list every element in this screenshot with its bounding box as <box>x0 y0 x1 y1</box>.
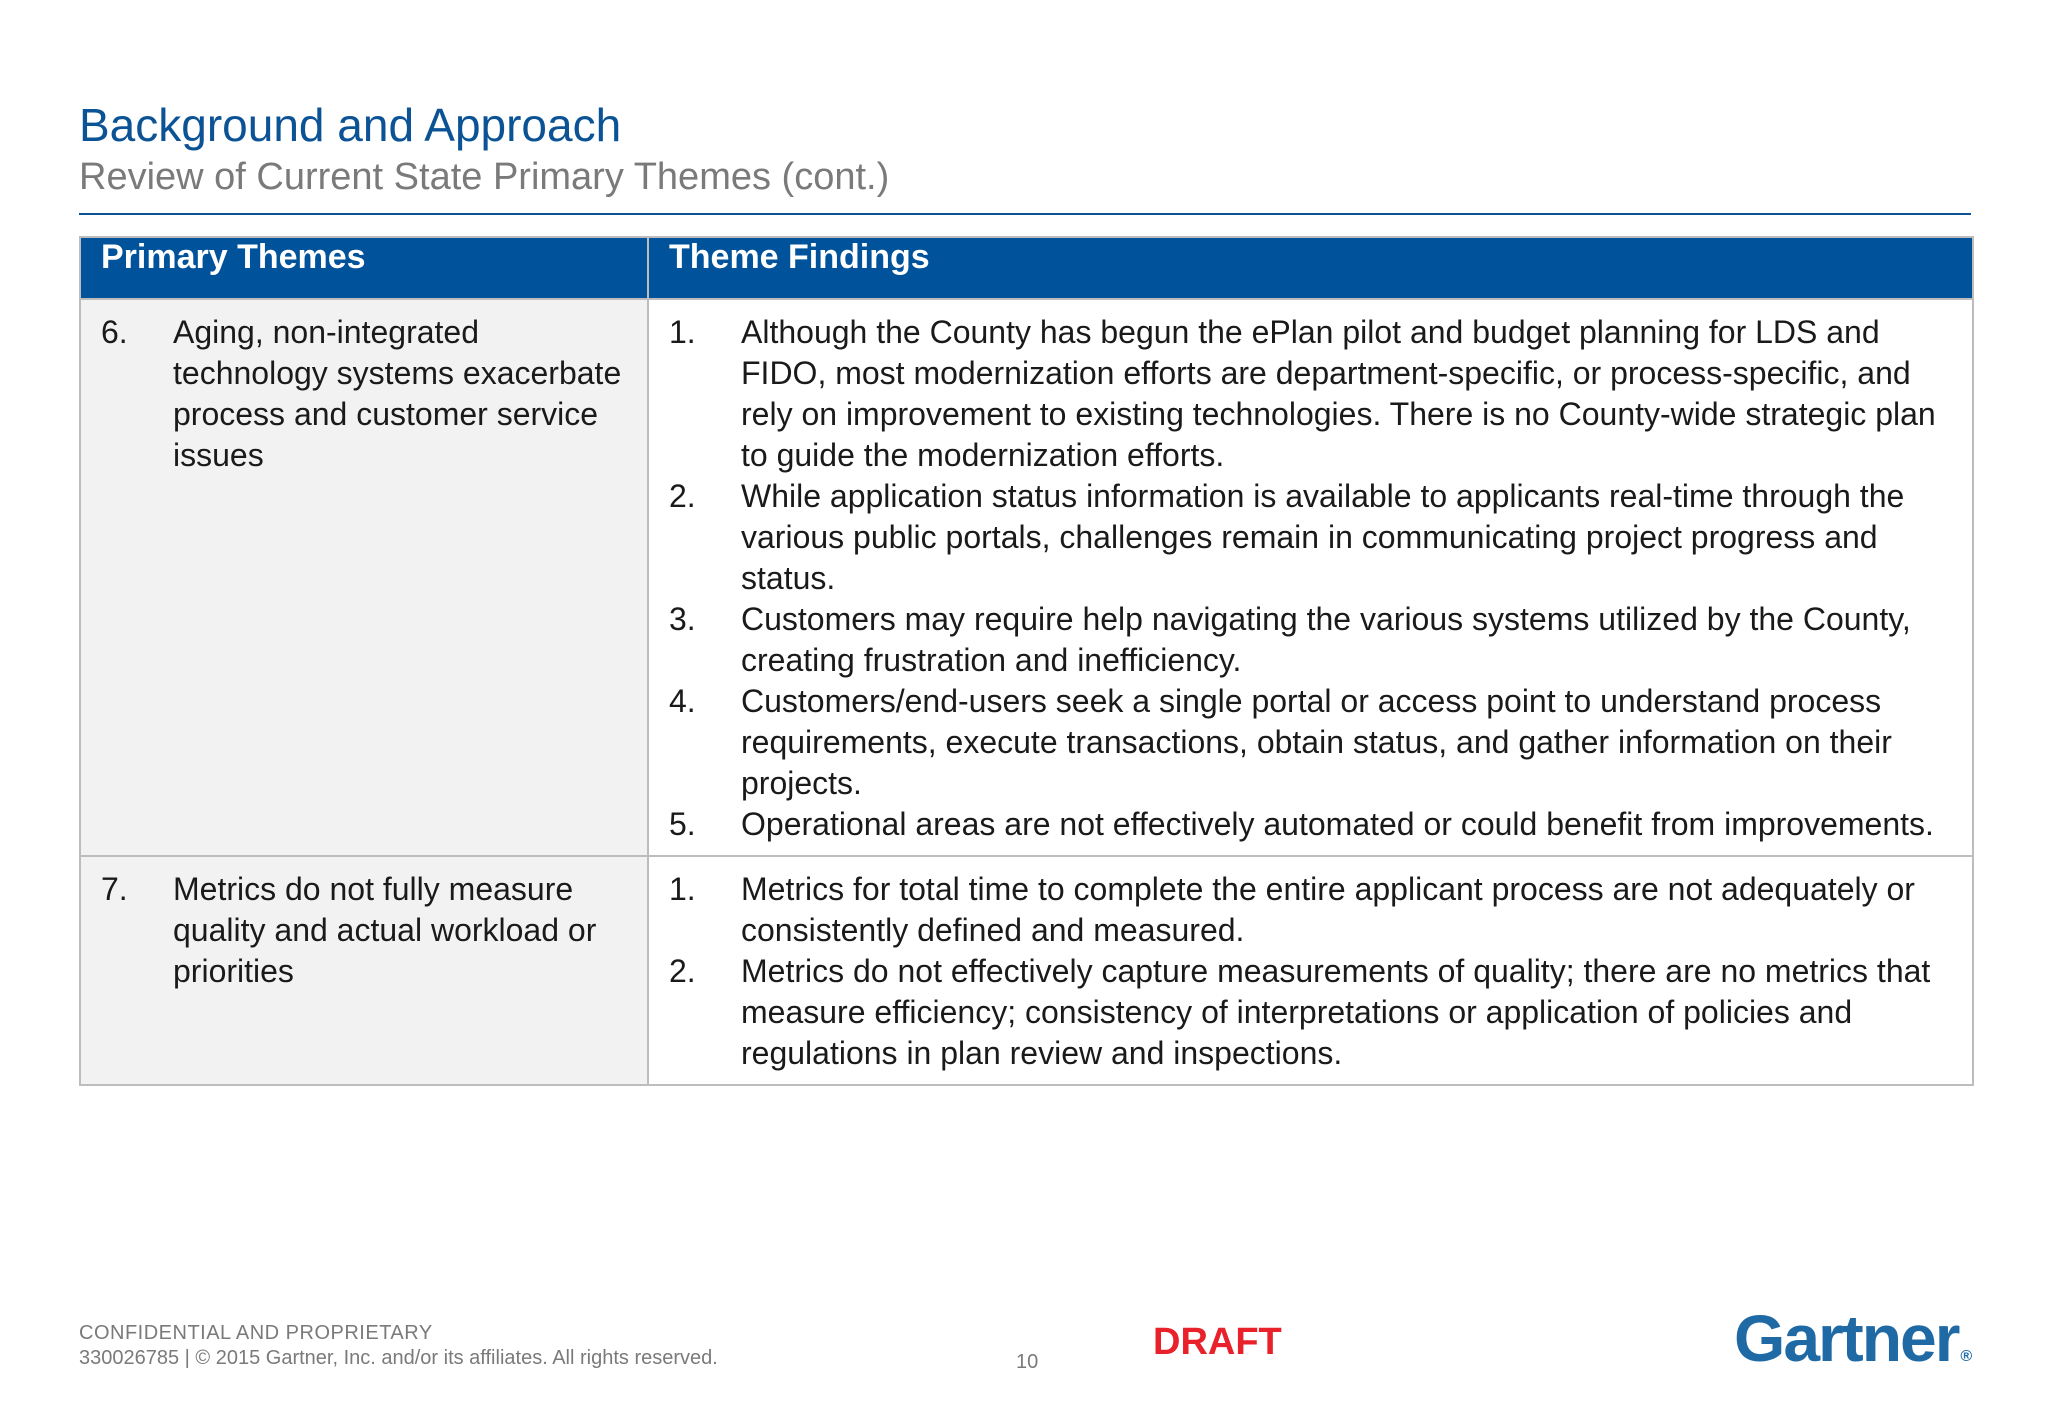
registered-mark: ® <box>1960 1348 1971 1365</box>
finding-text: Metrics for total time to complete the entire applicant process are not adequately or consistently defined and measured. <box>741 871 1915 948</box>
finding-item <box>669 951 1952 1074</box>
finding-item <box>669 804 1952 845</box>
title-divider <box>79 213 1971 215</box>
theme-item <box>101 312 631 476</box>
theme-cell <box>80 299 648 856</box>
theme-item <box>101 869 631 992</box>
page-number: 10 <box>1016 1351 1039 1373</box>
finding-number: 2. <box>669 478 696 514</box>
column-header-theme-findings: Theme Findings <box>648 237 1973 299</box>
finding-item <box>669 599 1952 681</box>
findings-list <box>669 869 1952 1074</box>
findings-cell <box>648 856 1973 1085</box>
finding-text: Metrics do not effectively capture measurements of quality; there are no metrics that measure efficiency; consistency of interpretations or application of policies and regulations in plan review and inspections. <box>741 953 1931 1071</box>
finding-number: 1. <box>669 314 696 350</box>
table-header-row <box>80 237 1973 299</box>
confidential-label: CONFIDENTIAL AND PROPRIETARY <box>79 1322 433 1344</box>
finding-text: Operational areas are not effectively automated or could benefit from improvements. <box>741 806 1934 842</box>
gartner-logo <box>1734 1300 1970 1376</box>
theme-number: 7. <box>101 871 128 907</box>
theme-cell <box>80 856 648 1085</box>
theme-text: Aging, non-integrated technology systems exacerbate process and customer service issues <box>173 314 622 473</box>
logo-wordmark: Gartner <box>1734 1301 1959 1375</box>
finding-text: Customers may require help navigating the various systems utilized by the County, creating frustration and inefficiency. <box>741 601 1911 678</box>
theme-number: 6. <box>101 314 128 350</box>
theme-text: Metrics do not fully measure quality and actual workload or priorities <box>173 871 597 989</box>
finding-text: Although the County has begun the ePlan pilot and budget planning for LDS and FIDO, most modernization efforts are department-specific, or process-specific, and rely on improvement to existing technologies. There is no County-wide strategic plan to guide the modernization efforts. <box>741 314 1936 473</box>
column-header-primary-themes: Primary Themes <box>80 237 648 299</box>
finding-number: 1. <box>669 871 696 907</box>
finding-text: While application status information is available to applicants real-time through the various public portals, challenges remain in communicating project progress and status. <box>741 478 1905 596</box>
finding-text: Customers/end-users seek a single portal or access point to understand process requirements, execute transactions, obtain status, and gather information on their projects. <box>741 683 1892 801</box>
finding-number: 5. <box>669 806 696 842</box>
finding-number: 3. <box>669 601 696 637</box>
finding-number: 4. <box>669 683 696 719</box>
finding-item <box>669 476 1952 599</box>
page-title: Background and Approach <box>79 99 622 151</box>
findings-list <box>669 312 1952 845</box>
finding-item <box>669 869 1952 951</box>
finding-number: 2. <box>669 953 696 989</box>
copyright-text: 330026785 | © 2015 Gartner, Inc. and/or its affiliates. All rights reserved. <box>79 1347 718 1369</box>
table-row <box>80 856 1973 1085</box>
themes-table <box>79 236 1974 1086</box>
findings-cell <box>648 299 1973 856</box>
finding-item <box>669 312 1952 476</box>
page-subtitle: Review of Current State Primary Themes (cont.) <box>79 156 890 198</box>
draft-stamp: DRAFT <box>1153 1321 1282 1363</box>
finding-item <box>669 681 1952 804</box>
table-row <box>80 299 1973 856</box>
